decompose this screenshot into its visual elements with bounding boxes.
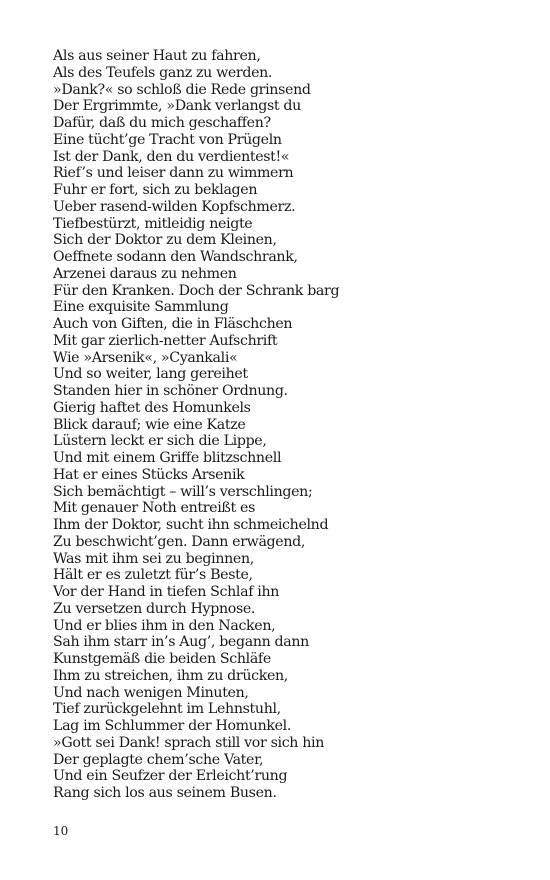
- poem-line: Der Ergrimmte, »Dank verlangst du: [53, 98, 301, 115]
- poem-line: Gierig haftet des Homunkels: [53, 399, 251, 416]
- poem-line: Und er blies ihm in den Nacken,: [53, 617, 276, 634]
- poem-line: Tief zurückgelehnt im Lehnstuhl,: [53, 701, 281, 718]
- poem-text: [53, 48, 339, 802]
- poem-line: Tiefbestürzt, mitleidig neigte: [53, 215, 253, 232]
- poem-line: Was mit ihm sei zu beginnen,: [53, 550, 254, 567]
- poem-line: Ihm der Doktor, sucht ihn schmeichelnd: [53, 517, 329, 533]
- poem-line: Sich bemächtigt – will’s verschlingen;: [53, 483, 313, 500]
- poem-line: Rang sich los aus seinem Busen.: [53, 785, 277, 801]
- poem-line: Ihm zu streichen, ihm zu drücken,: [53, 667, 288, 684]
- poem-line: Vor der Hand in tiefen Schlaf ihn: [53, 584, 280, 600]
- poem-line: Mit gar zierlich-netter Aufschrift: [53, 332, 278, 349]
- poem-line: Oeffnete sodann den Wandschrank,: [53, 249, 298, 265]
- poem-line: Als aus seiner Haut zu fahren,: [53, 48, 261, 64]
- poem-line: Lag im Schlummer der Homunkel.: [53, 718, 291, 734]
- poem-line: Für den Kranken. Doch der Schrank barg: [53, 282, 340, 299]
- poem-line: Fuhr er fort, sich zu beklagen: [53, 182, 258, 198]
- poem-line: Wie »Arsenik«, »Cyankali«: [53, 349, 238, 366]
- poem-line: Hält er es zuletzt für’s Beste,: [53, 567, 253, 584]
- poem-line: Und ein Seufzer der Erleicht’rung: [53, 768, 288, 785]
- poem-line: Eine tücht’ge Tracht von Prügeln: [53, 131, 282, 148]
- poem-line: Arzenei daraus zu nehmen: [53, 265, 237, 282]
- poem-line: Kunstgemäß die beiden Schläfe: [53, 651, 271, 667]
- poem-line: Ist der Dank, den du verdientest!«: [53, 148, 290, 165]
- poem-line: Zu beschwicht’gen. Dann erwägend,: [53, 533, 306, 550]
- poem-line: Ueber rasend-wilden Kopfschmerz.: [53, 198, 296, 215]
- poem-line: Und nach wenigen Minuten,: [53, 684, 249, 701]
- poem-line: Blick darauf; wie eine Katze: [53, 416, 246, 433]
- poem-line: Mit genauer Noth entreißt es: [53, 500, 255, 517]
- poem-line: »Dank?« so schloß die Rede grinsend: [53, 81, 311, 98]
- poem-line: Zu versetzen durch Hypnose.: [53, 600, 256, 617]
- poem-line: Als des Teufels ganz zu werden.: [53, 64, 273, 81]
- poem-line: Eine exquisite Sammlung: [53, 299, 229, 316]
- poem-line: Und mit einem Griffe blitzschnell: [53, 450, 282, 466]
- poem-line: Und so weiter, lang gereihet: [53, 366, 248, 383]
- poem-line: Rief’s und leiser dann zu wimmern: [53, 165, 294, 182]
- poem-line: »Gott sei Dank! sprach still vor sich hin: [53, 734, 324, 751]
- poem-line: Sich der Doktor zu dem Kleinen,: [53, 232, 277, 249]
- poem-line: Sah ihm starr in’s Aug’, begann dann: [53, 634, 309, 651]
- poem-line: Der geplagte chem’sche Vater,: [53, 751, 264, 768]
- page-number: 10: [53, 824, 69, 838]
- poem-line: Standen hier in schöner Ordnung.: [53, 383, 288, 399]
- poem-line: Hat er eines Stücks Arsenik: [53, 466, 245, 483]
- poem-line: Auch von Giften, die in Fläschchen: [53, 316, 293, 332]
- poem-line: Dafür, daß du mich geschaffen?: [53, 115, 271, 131]
- poem-line: Lüstern leckt er sich die Lippe,: [53, 433, 267, 450]
